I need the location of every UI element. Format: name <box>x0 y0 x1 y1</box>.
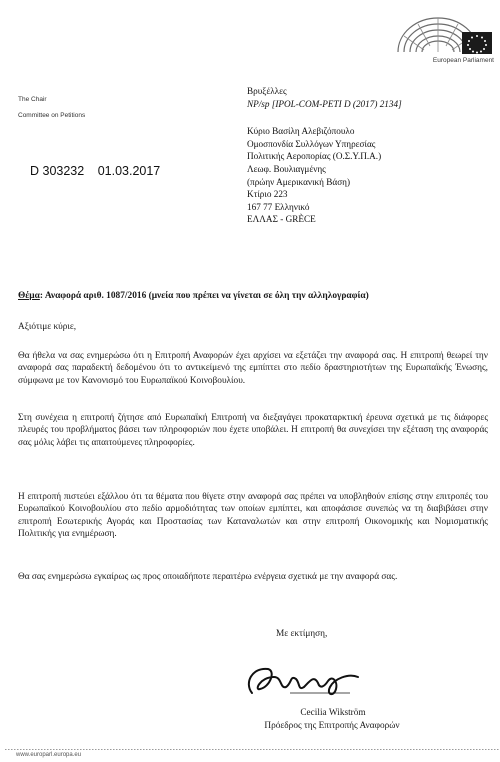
logo-text: European Parliament <box>432 57 494 64</box>
recipient-line: Κτίριο 223 <box>247 189 288 200</box>
city: Βρυξέλλες <box>247 86 287 96</box>
subject-line: Θέμα: Αναφορά αριθ. 1087/2016 (μνεία που πρέπει να γίνεται σε όλη την αλληλογραφία) <box>18 291 369 301</box>
body-paragraph: Η επιτροπή πιστεύει εξάλλου ότι τα θέματα που θίγετε στην αναφορά σας πρέπει να υποβληθούν επίσης στην επιτροπές του Ευρωπαϊκού Κοινοβουλίου στο πεδίο αρμοδιότητας των οποίων εμπίπτει, και αποφάσισε συνεπώς να τη διαβιβάσει στην επιτροπή Εσωτερικής Αγοράς και Προστασίας των Καταναλωτών και στην επιτροπή Οικονομικής και Νομισματικής Πολιτικής για ενημέρωση. <box>18 492 488 540</box>
letter-reference: NP/sp [IPOL-COM-PETI D (2017) 2134] <box>247 98 402 109</box>
chair-title: The Chair <box>18 96 47 103</box>
footer-url[interactable]: www.europarl.europa.eu <box>16 752 82 758</box>
signatory-title: Πρόεδρος της Επιτροπής Αναφορών <box>264 721 400 731</box>
sender-block <box>18 92 85 124</box>
reference-number: D 303232 <box>30 164 85 178</box>
body-paragraph: Θα σας ενημερώσω εγκαίρως ως προς οποιαδήποτε περαιτέρω ενέργεια σχετικά με την αναφορά σας. <box>18 572 398 582</box>
subject-text: Αναφορά αριθ. 1087/2016 (μνεία που πρέπει να γίνεται σε όλη την αλληλογραφία) <box>44 291 369 301</box>
recipient-line: Κύριο Βασίλη Αλεβιζόπουλο <box>247 126 355 137</box>
handwritten-signature <box>230 653 380 703</box>
recipient-line: Πολιτικής Αεροπορίας (Ο.Σ.Υ.Π.Α.) <box>247 151 382 162</box>
body-paragraph: Στη συνέχεια η επιτροπή ζήτησε από Ευρωπαϊκή Επιτροπή να διεξαγάγει προκαταρκτική έρευνα σχετικά με τις διάφορες πλευρές του προβλήματος βάσει των πληροφοριών που έχετε υποβάλει. Η επιτροπή θα συνεχίσει την εξέταση της αναφοράς σας μόλις λάβει τις απαιτούμενες πληροφορίες. <box>18 413 488 448</box>
reference-date: 01.03.2017 <box>97 164 161 178</box>
body-paragraph: Θα ήθελα να σας ενημερώσω ότι η Επιτροπή Αναφορών έχει αρχίσει να εξετάζει την αναφορά σας. Η επιτροπή θεωρεί την αναφορά σας παραδεκτή δεδομένου ότι το αντικείμενό της εμπίπτει στο πεδίο δραστηριοτήτων της Ευρωπαϊκής Ένωσης, σύμφωνα με τον Κανονισμό του Ευρωπαϊκού Κοινοβουλίου. <box>18 351 488 386</box>
signatory-name: Cecilia Wikström <box>300 708 366 718</box>
recipient-line: ΕΛΛΑΣ - GRÈCE <box>247 214 316 225</box>
greeting: Αξιότιμε κύριε, <box>18 322 77 332</box>
footer-dotted-line <box>5 748 499 751</box>
recipient-line: 167 77 Ελληνικό <box>247 201 310 212</box>
closing: Με εκτίμηση, <box>276 629 328 639</box>
subject-label: Θέμα <box>18 291 40 301</box>
reference-stamp <box>30 164 170 178</box>
recipient-line: (πρώην Αμερικανική Βάση) <box>247 176 351 187</box>
address-block <box>247 85 402 226</box>
committee-name: Committee on Petitions <box>18 112 86 119</box>
recipient-line: Ομοσπονδία Συλλόγων Υπηρεσίας <box>247 138 376 149</box>
recipient-line: Λεωφ. Βουλιαγμένης <box>247 163 326 174</box>
